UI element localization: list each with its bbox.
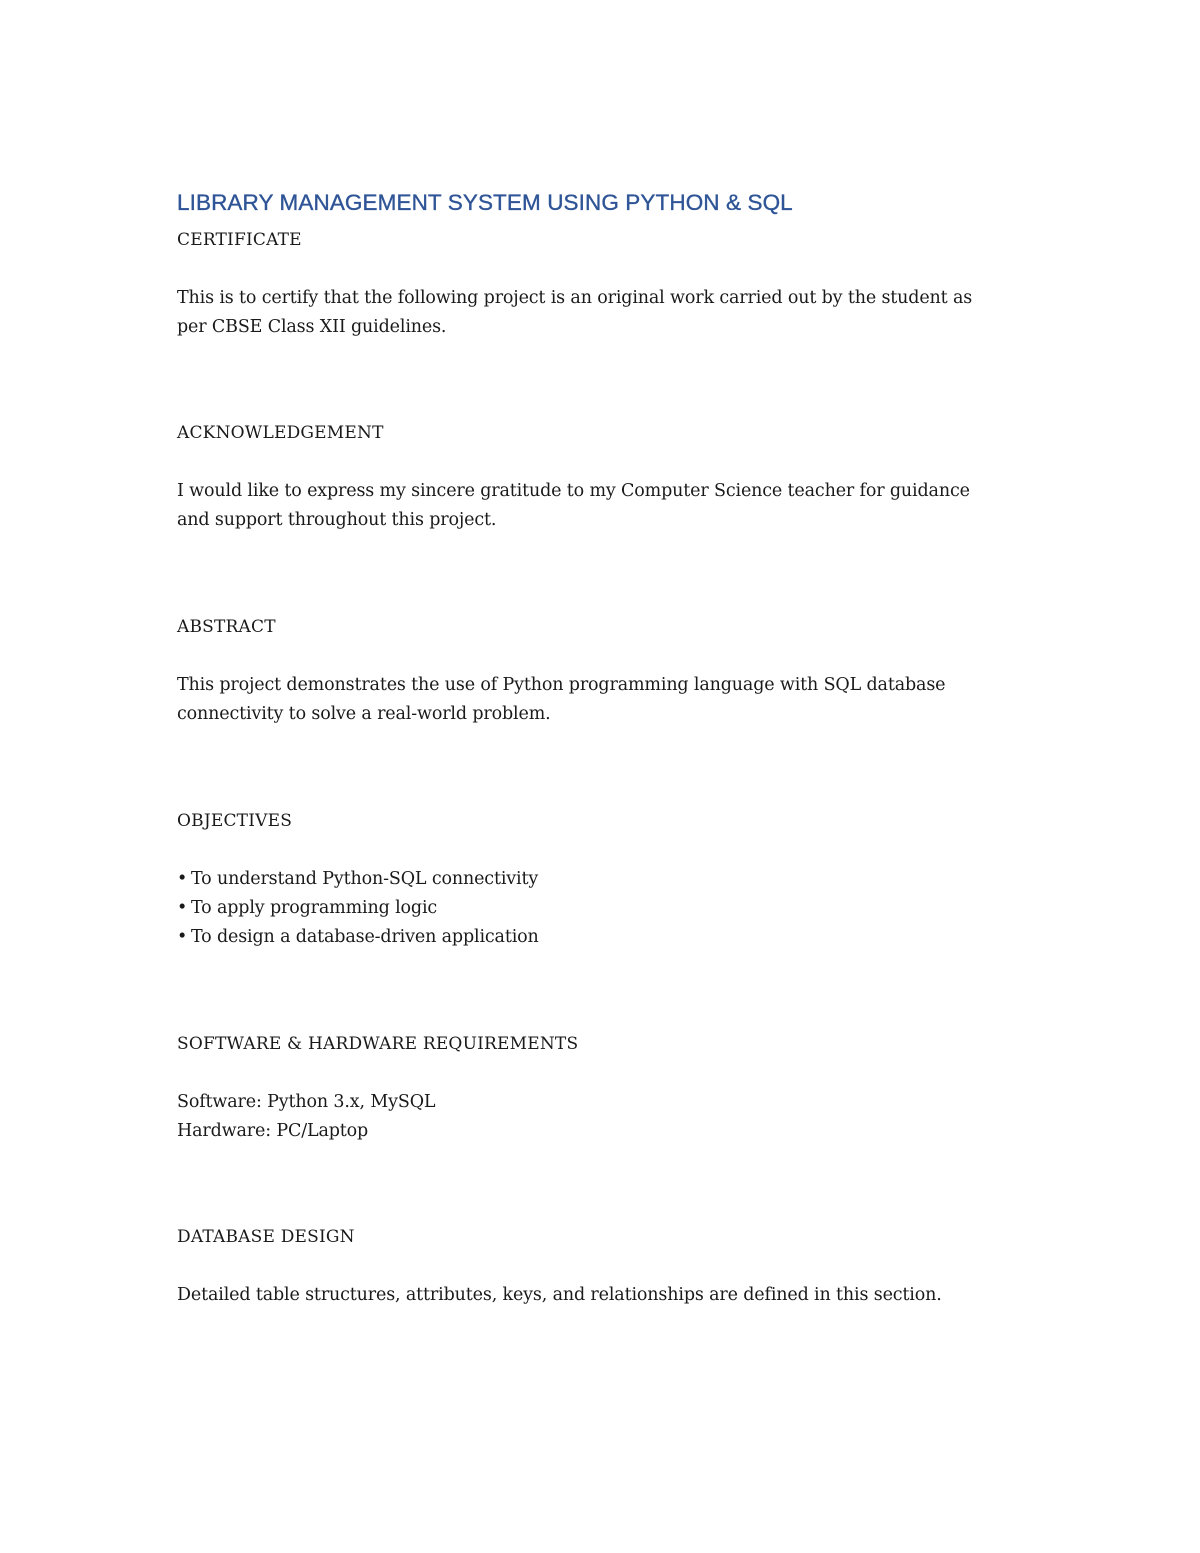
objectives-heading: OBJECTIVES [177, 811, 293, 831]
database-design-line-1: Detailed table structures, attributes, keys, and relationships are defined in this section. [177, 1285, 942, 1305]
certificate-line-2: per CBSE Class XII guidelines. [177, 317, 447, 337]
objective-item [177, 923, 539, 952]
bullet-icon: • [177, 869, 188, 889]
objective-item [177, 894, 539, 923]
objective-item [177, 865, 539, 894]
requirements-software: Software: Python 3.x, MySQL [177, 1092, 436, 1112]
acknowledgement-heading: ACKNOWLEDGEMENT [177, 423, 384, 443]
objective-text: To design a database-driven application [191, 927, 539, 947]
certificate-line-1: This is to certify that the following project is an original work carried out by the student as [177, 288, 973, 308]
requirements-heading: SOFTWARE & HARDWARE REQUIREMENTS [177, 1034, 579, 1054]
database-design-heading: DATABASE DESIGN [177, 1227, 355, 1247]
bullet-icon: • [177, 927, 188, 947]
abstract-line-1: This project demonstrates the use of Python programming language with SQL database [177, 675, 946, 695]
objective-text: To apply programming logic [191, 898, 438, 918]
acknowledgement-line-1: I would like to express my sincere gratitude to my Computer Science teacher for guidance [177, 481, 970, 501]
objectives-list [177, 865, 539, 952]
objective-text: To understand Python-SQL connectivity [191, 869, 539, 889]
certificate-heading: CERTIFICATE [177, 230, 302, 250]
bullet-icon: • [177, 898, 188, 918]
document-title [177, 190, 793, 216]
abstract-line-2: connectivity to solve a real-world problem. [177, 704, 551, 724]
requirements-hardware: Hardware: PC/Laptop [177, 1121, 369, 1141]
acknowledgement-line-2: and support throughout this project. [177, 510, 497, 530]
document-title-text: LIBRARY MANAGEMENT SYSTEM USING PYTHON & SQL [177, 190, 793, 215]
abstract-heading: ABSTRACT [177, 617, 276, 637]
